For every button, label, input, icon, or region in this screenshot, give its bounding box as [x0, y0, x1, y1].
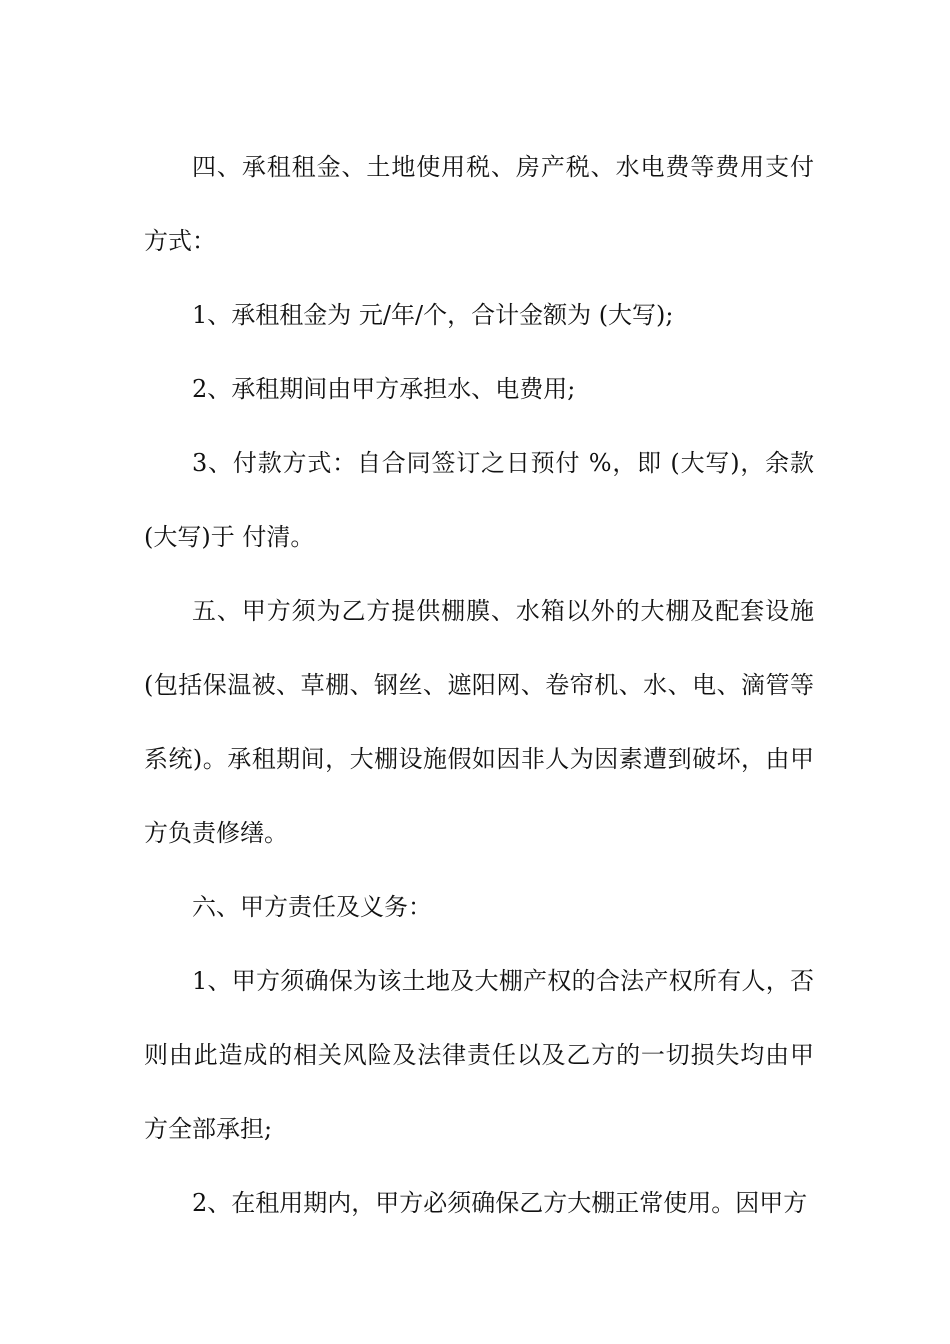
- party-a-duty-1: 1、甲方须确保为该土地及大棚产权的合法产权所有人，否则由此造成的相关风险及法律责任以及乙方的一切损失均由甲方全部承担;: [144, 967, 814, 1143]
- utilities-clause: 2、承租期间由甲方承担水、电费用;: [192, 375, 576, 403]
- document-body: [144, 130, 814, 1240]
- section-six-heading: 六、甲方责任及义务：: [192, 893, 432, 921]
- payment-method-clause: 3、付款方式：自合同签订之日预付 %，即 (大写)，余款(大写)于 付清。: [144, 449, 814, 551]
- section-four-heading: 四、承租租金、土地使用税、房产税、水电费等费用支付方式：: [144, 153, 814, 255]
- party-a-duty-2: 2、在租用期内，甲方必须确保乙方大棚正常使用。因甲方: [192, 1189, 808, 1217]
- rent-amount-clause: 1、承租租金为 元/年/个，合计金额为 (大写);: [192, 301, 674, 329]
- section-five-paragraph: 五、甲方须为乙方提供棚膜、水箱以外的大棚及配套设施(包括保温被、草棚、钢丝、遮阳网、卷帘机、水、电、滴管等系统)。承租期间，大棚设施假如因非人为因素遭到破坏，由甲方负责修缮。: [144, 597, 814, 847]
